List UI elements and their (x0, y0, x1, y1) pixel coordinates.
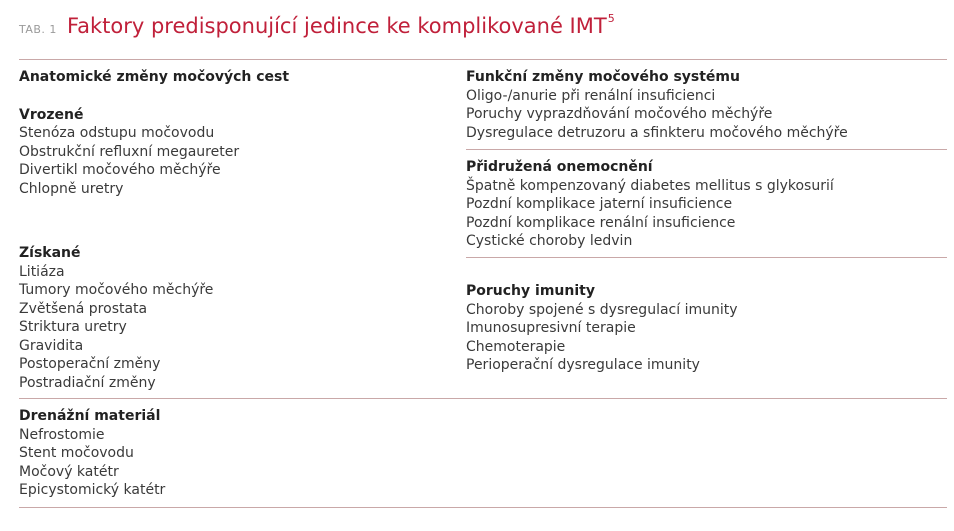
list-item: Cystické choroby ledvin (466, 233, 633, 249)
acquired-heading: Získané (19, 245, 81, 261)
list-item: Imunosupresivní terapie (466, 320, 636, 336)
list-item: Striktura uretry (19, 319, 127, 335)
functional-section (466, 68, 946, 142)
drainage-heading: Drenážní materiál (19, 408, 161, 424)
list-item: Chlopně uretry (19, 180, 124, 197)
list-item: Postoperační změny (19, 356, 161, 372)
list-item: Pozdní komplikace jaterní insuficience (466, 196, 733, 212)
functional-heading: Funkční změny močového systému (466, 69, 740, 85)
title-reference: 5 (607, 12, 615, 25)
list-item: Gravidita (19, 337, 84, 354)
list-item: Postradiační změny (19, 374, 156, 391)
table-number: TAB. 1 (19, 23, 57, 36)
associated-heading: Přidružená onemocnění (466, 159, 653, 175)
list-item: Zvětšená prostata (19, 300, 148, 317)
immunity-heading: Poruchy imunity (466, 283, 595, 299)
header-divider (19, 59, 947, 60)
drainage-divider (19, 398, 947, 399)
list-item: Pozdní komplikace renální insuficience (466, 214, 736, 231)
list-item: Tumory močového měchýře (19, 282, 214, 298)
table-title (67, 14, 615, 38)
anatomic-heading: Anatomické změny močových cest (19, 69, 290, 85)
bottom-divider (19, 507, 947, 508)
congenital-heading: Vrozené (19, 106, 84, 123)
immunity-section (466, 282, 946, 375)
list-item: Litiáza (19, 263, 65, 280)
list-item: Obstrukční refluxní megaureter (19, 143, 240, 160)
drainage-section (19, 407, 439, 500)
list-item: Divertikl močového měchýře (19, 162, 221, 178)
left-column (19, 68, 439, 392)
list-item: Poruchy vyprazdňování močového měchýře (466, 106, 773, 122)
list-item: Stenóza odstupu močovodu (19, 125, 215, 141)
list-item: Perioperační dysregulace imunity (466, 357, 700, 373)
list-item: Oligo-/anurie při renální insuficienci (466, 87, 716, 104)
table-title-text: Faktory predisponující jedince ke komplikované IMT (66, 14, 607, 38)
list-item: Choroby spojené s dysregulací imunity (466, 301, 738, 318)
functional-divider (466, 149, 947, 150)
list-item: Močový katétr (19, 463, 119, 480)
list-item: Nefrostomie (19, 426, 105, 443)
list-item: Špatně kompenzovaný diabetes mellitus s glykosurií (466, 177, 834, 194)
list-item: Epicystomický katétr (19, 482, 166, 498)
associated-divider (466, 257, 947, 258)
list-item: Chemoterapie (466, 338, 566, 355)
list-item: Dysregulace detruzoru a sfinkteru močového měchýře (466, 124, 848, 141)
associated-section (466, 158, 946, 251)
table-header (19, 14, 615, 48)
list-item: Stent močovodu (19, 445, 134, 461)
